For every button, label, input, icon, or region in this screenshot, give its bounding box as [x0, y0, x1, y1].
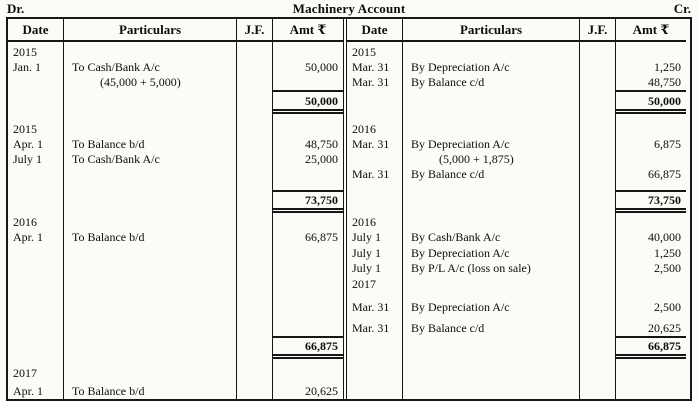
column-header-particulars: Particulars [403, 19, 580, 40]
cell-date: 2016 [347, 114, 403, 137]
table-row-total [8, 90, 343, 114]
cell-jf [580, 60, 616, 75]
cell-particulars: To Balance b/d [64, 381, 237, 399]
column-header-jf: J.F. [580, 19, 616, 40]
cell-jf [580, 152, 616, 167]
cell-amount: 48,750 [305, 137, 338, 151]
cell-date [8, 190, 64, 213]
cell-jf [580, 114, 616, 137]
cell-particulars: To Balance b/d [64, 137, 237, 152]
cell-particulars: By Balance c/d [403, 75, 580, 90]
table-row-entry [347, 294, 686, 315]
cell-particulars [64, 246, 237, 336]
table-row-spacer [347, 183, 686, 190]
cell-jf [237, 336, 273, 359]
cell-particulars: By Depreciation A/c [403, 294, 580, 315]
cell-date: July 1 [8, 152, 64, 167]
cell-amount: 20,625 [305, 384, 338, 398]
cell-jf [580, 90, 616, 114]
table-row-year [347, 114, 686, 137]
cell-date [347, 190, 403, 213]
cell-amount [616, 152, 686, 167]
cell-date [347, 183, 403, 190]
cell-date: July 1 [347, 261, 403, 277]
table-row-total [347, 90, 686, 114]
table-row-entry [8, 137, 343, 152]
cell-date: 2017 [347, 277, 403, 294]
column-header-particulars: Particulars [64, 19, 237, 40]
table-row-entry [8, 230, 343, 246]
page-title: Machinery Account [292, 1, 406, 16]
table-row-entry [347, 261, 686, 277]
cell-amount: 66,875 [648, 167, 681, 181]
cell-particulars: To Cash/Bank A/c [64, 152, 237, 167]
table-row-year [8, 42, 343, 60]
cell-particulars [403, 277, 580, 294]
cell-particulars [64, 359, 237, 381]
cell-particulars: To Cash/Bank A/c [64, 60, 237, 75]
cell-particulars [403, 90, 580, 114]
cell-jf [237, 60, 273, 75]
cell-jf [580, 261, 616, 277]
column-header-date: Date [8, 19, 64, 40]
cell-date: Apr. 1 [8, 230, 64, 246]
cell-particulars: By Depreciation A/c [403, 137, 580, 152]
column-header-date: Date [347, 19, 403, 40]
table-row-entry [8, 381, 343, 399]
cell-date: July 1 [347, 230, 403, 246]
cell-jf [580, 190, 616, 213]
column-header-amount: Amt ₹ [289, 21, 327, 37]
cell-total-amount: 66,875 [273, 336, 343, 359]
table-row-total [347, 190, 686, 213]
cell-jf [580, 294, 616, 315]
dr-label: Dr. [7, 1, 25, 16]
cell-amount: 2,500 [654, 300, 681, 314]
cell-particulars [403, 114, 580, 137]
cell-date [8, 167, 64, 190]
cell-amount [273, 246, 343, 336]
cell-amount: 1,250 [654, 246, 681, 260]
debit-header-row [8, 19, 343, 42]
cell-jf [580, 246, 616, 261]
cell-total-amount: 73,750 [616, 190, 686, 213]
table-row-entry [347, 246, 686, 261]
cell-particulars [403, 336, 580, 359]
cell-amount: 25,000 [305, 152, 338, 166]
cell-particulars [64, 167, 237, 190]
cell-amount: 66,875 [305, 230, 338, 244]
table-row-total [347, 336, 686, 359]
cell-date [8, 90, 64, 114]
cell-particulars: By Balance c/d [403, 167, 580, 183]
table-row-subcalc [8, 75, 343, 90]
cell-jf [237, 152, 273, 167]
cell-amount [616, 183, 686, 190]
cell-particulars [403, 183, 580, 190]
table-row-spacer [8, 167, 343, 190]
cell-jf [237, 42, 273, 60]
cell-jf [580, 336, 616, 359]
table-row-spacer [347, 359, 686, 399]
table-row-year [8, 213, 343, 230]
cell-amount [616, 114, 686, 137]
column-header-jf: J.F. [237, 19, 273, 40]
table-row-total [8, 336, 343, 359]
cell-date [8, 75, 64, 90]
cell-jf [237, 230, 273, 246]
cell-date [8, 246, 64, 336]
cell-date: Mar. 31 [347, 137, 403, 152]
cell-jf [237, 90, 273, 114]
cell-amount: 50,000 [305, 60, 338, 74]
cell-jf [580, 213, 616, 230]
table-row-year [8, 359, 343, 381]
cell-date: Mar. 31 [347, 75, 403, 90]
table-row-year [347, 277, 686, 294]
cell-jf [237, 359, 273, 381]
cell-amount: 2,500 [654, 261, 681, 275]
table-row-entry [347, 75, 686, 90]
cell-jf [237, 167, 273, 190]
cell-date: Mar. 31 [347, 167, 403, 183]
cell-amount: 20,625 [648, 321, 681, 335]
cell-amount [273, 75, 343, 90]
cell-date: Mar. 31 [347, 315, 403, 336]
cell-date: Apr. 1 [8, 137, 64, 152]
cell-jf [237, 381, 273, 399]
cell-date [347, 359, 403, 399]
cell-particulars: By P/L A/c (loss on sale) [403, 261, 580, 277]
credit-header-row [347, 19, 686, 42]
cell-particulars: (45,000 + 5,000) [64, 75, 237, 90]
cell-particulars: (5,000 + 1,875) [403, 152, 580, 167]
cell-jf [580, 359, 616, 399]
cell-amount: 40,000 [648, 230, 681, 244]
table-row-subcalc [347, 152, 686, 167]
cell-amount [273, 114, 343, 137]
cell-particulars [403, 190, 580, 213]
cell-jf [237, 246, 273, 336]
cell-total-amount: 66,875 [616, 336, 686, 359]
table-row-entry [347, 167, 686, 183]
cell-particulars: By Cash/Bank A/c [403, 230, 580, 246]
cell-particulars [403, 213, 580, 230]
cell-particulars [64, 213, 237, 230]
table-row-spacer [8, 246, 343, 336]
table-row-year [347, 42, 686, 60]
cell-particulars: By Depreciation A/c [403, 60, 580, 75]
debit-side [8, 19, 347, 399]
table-row-year [347, 213, 686, 230]
cell-jf [580, 183, 616, 190]
table-row-entry [347, 230, 686, 246]
cell-jf [580, 42, 616, 60]
cell-date: 2015 [347, 42, 403, 60]
table-row-total [8, 190, 343, 213]
cell-particulars [403, 359, 580, 399]
cell-date: Apr. 1 [8, 381, 64, 399]
cell-jf [580, 230, 616, 246]
cell-jf [237, 190, 273, 213]
cell-amount [273, 213, 343, 230]
cell-jf [237, 114, 273, 137]
cell-particulars: To Balance b/d [64, 230, 237, 246]
table-row-entry [347, 137, 686, 152]
cell-total-amount: 50,000 [273, 90, 343, 114]
cell-amount [616, 42, 686, 60]
cell-date: 2016 [347, 213, 403, 230]
cell-amount [273, 167, 343, 190]
cell-particulars [403, 42, 580, 60]
cell-date [8, 336, 64, 359]
cell-amount: 1,250 [654, 60, 681, 74]
account-titlebar [0, 0, 698, 17]
cell-jf [580, 315, 616, 336]
cell-amount [273, 359, 343, 381]
cell-particulars [64, 114, 237, 137]
cell-jf [580, 137, 616, 152]
table-row-entry [8, 60, 343, 75]
cell-jf [580, 75, 616, 90]
cell-date [347, 336, 403, 359]
cell-particulars: By Depreciation A/c [403, 246, 580, 261]
cell-amount [616, 213, 686, 230]
cr-label: Cr. [673, 1, 691, 16]
cell-date: Jan. 1 [8, 60, 64, 75]
machinery-account-table [6, 17, 692, 401]
cell-total-amount: 50,000 [616, 90, 686, 114]
cell-jf [237, 137, 273, 152]
cell-date: July 1 [347, 246, 403, 261]
cell-amount: 48,750 [648, 75, 681, 89]
cell-jf [580, 277, 616, 294]
cell-amount [616, 277, 686, 294]
cell-jf [237, 213, 273, 230]
column-header-amount: Amt ₹ [632, 21, 670, 37]
cell-date [347, 90, 403, 114]
cell-amount [273, 42, 343, 60]
cell-date: 2016 [8, 213, 64, 230]
cell-date: Mar. 31 [347, 294, 403, 315]
cell-jf [580, 167, 616, 183]
cell-particulars: By Balance c/d [403, 315, 580, 336]
cell-date: 2015 [8, 114, 64, 137]
cell-particulars [64, 190, 237, 213]
cell-date: 2017 [8, 359, 64, 381]
cell-amount: 6,875 [654, 137, 681, 151]
cell-total-amount: 73,750 [273, 190, 343, 213]
cell-jf [237, 75, 273, 90]
cell-particulars [64, 42, 237, 60]
cell-particulars [64, 90, 237, 114]
table-row-year [8, 114, 343, 137]
credit-side [347, 19, 686, 399]
cell-date: Mar. 31 [347, 60, 403, 75]
table-row-entry [347, 315, 686, 336]
cell-date [347, 152, 403, 167]
table-row-entry [347, 60, 686, 75]
table-row-entry [8, 152, 343, 167]
cell-particulars [64, 336, 237, 359]
cell-amount [616, 359, 686, 399]
cell-date: 2015 [8, 42, 64, 60]
